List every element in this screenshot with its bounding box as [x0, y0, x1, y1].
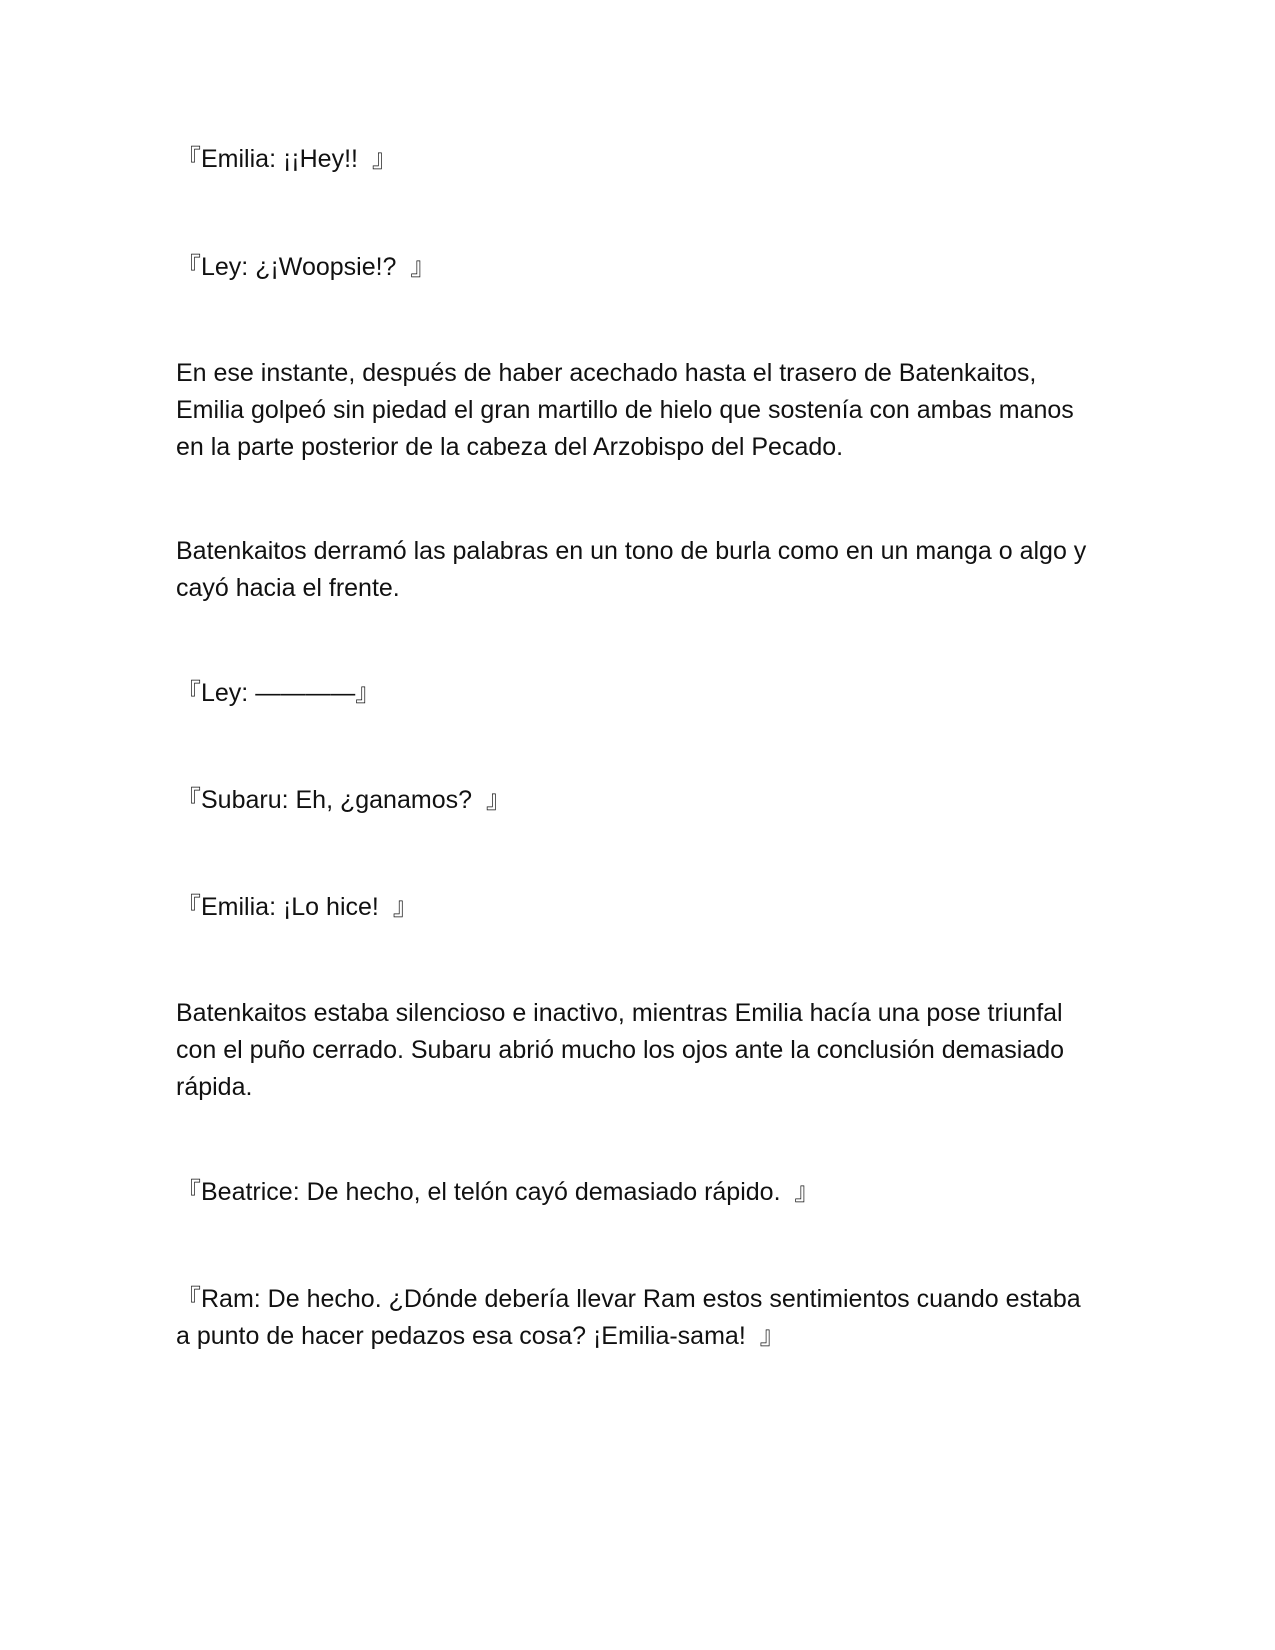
dialogue-line-subaru-ganamos: 『Subaru: Eh, ¿ganamos? 』 — [176, 786, 511, 814]
dialogue-line-beatrice-telon: 『Beatrice: De hecho, el telón cayó demasiado rápido. 』 — [176, 1178, 820, 1206]
dialogue-line-emilia-hey: 『Emilia: ¡¡Hey!! 』 — [176, 145, 397, 173]
narration-paragraph-pose: Batenkaitos estaba silencioso e inactivo, mientras Emilia hacía una pose triunfal con el puño cerrado. Subaru abrió mucho los ojos ante la conclusión demasiado rápida. — [176, 999, 1072, 1101]
dialogue-line-ram-sentimientos: 『Ram: De hecho. ¿Dónde debería llevar Ram estos sentimientos cuando estaba a punto de hacer pedazos esa cosa? ¡Emilia-sama! 』 — [176, 1285, 1088, 1350]
dialogue-line-emilia-lo-hice: 『Emilia: ¡Lo hice! 』 — [176, 893, 418, 921]
narration-paragraph-hammer: En ese instante, después de haber acechado hasta el trasero de Batenkaitos, Emilia golpeó sin piedad el gran martillo de hielo que sostenía con ambas manos en la parte posterior de la cabeza del Arzobispo del Pecado. — [176, 359, 1081, 461]
narration-paragraph-fall: Batenkaitos derramó las palabras en un tono de burla como en un manga o algo y cayó hacia el frente. — [176, 537, 1094, 602]
dialogue-line-ley-woopsie: 『Ley: ¿¡Woopsie!? 』 — [176, 253, 436, 281]
dialogue-line-ley-silence: 『Ley: ————』 — [176, 679, 381, 707]
